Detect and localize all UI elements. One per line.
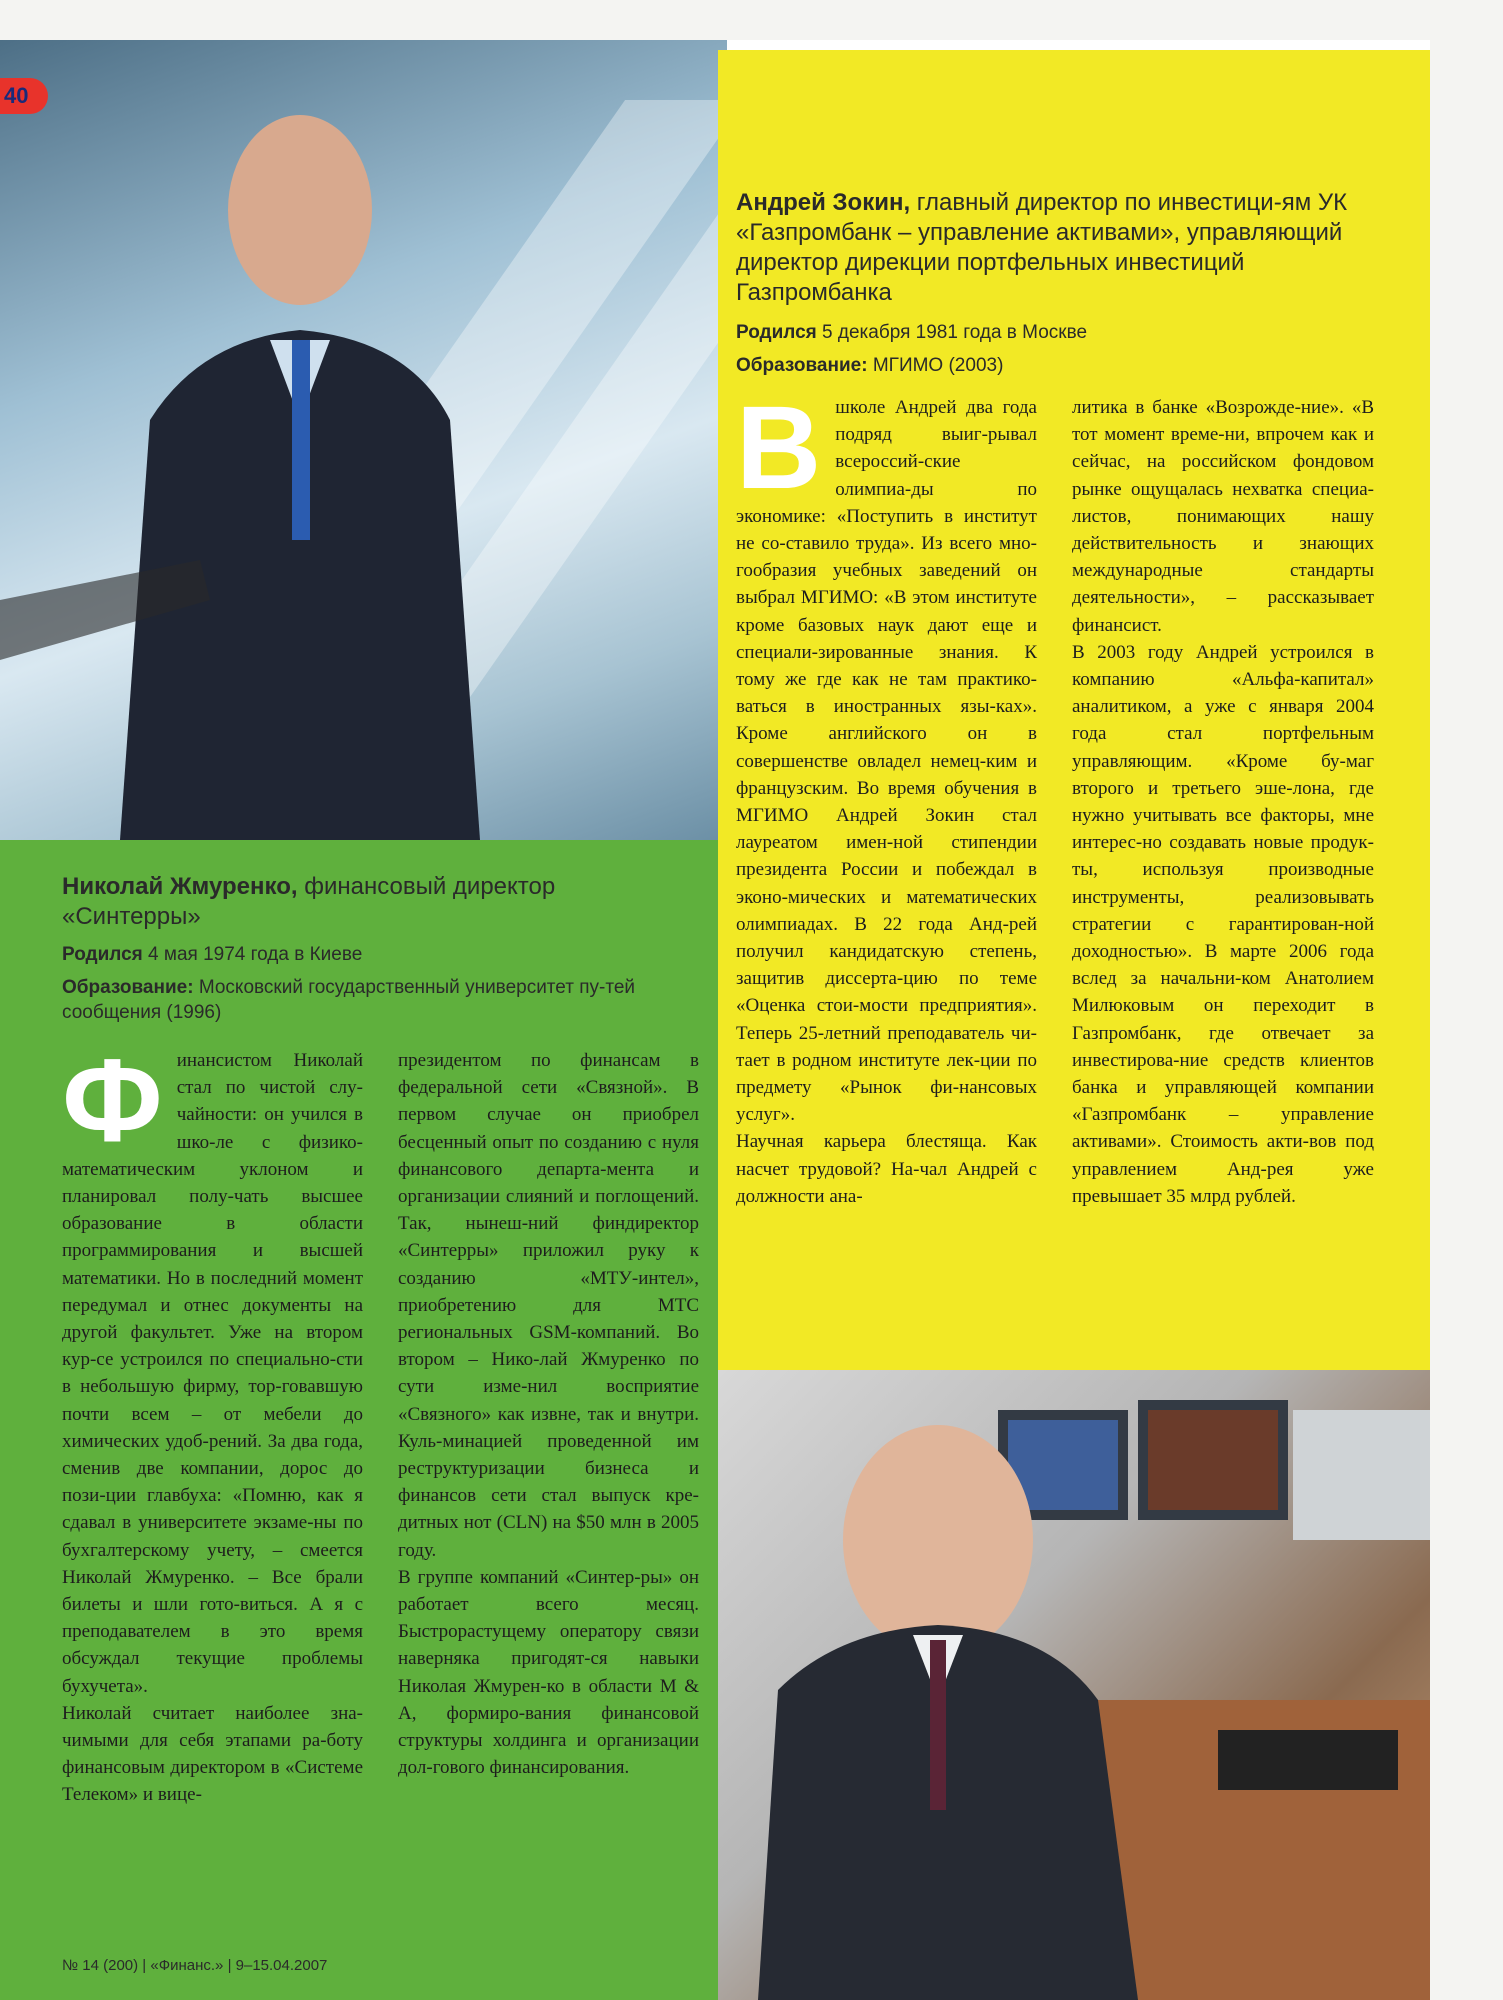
zhmurenko-company: «Синтерры»	[62, 903, 201, 930]
zokin-column-2	[1072, 394, 1374, 1210]
zokin-column-1	[736, 382, 1037, 1210]
zhmurenko-education: Образование: Московский государственный университет пу-тей сообщения (1996)	[62, 977, 635, 1023]
zhmurenko-name: Николай Жмуренко,	[62, 873, 298, 900]
zokin-born: Родился 5 декабря 1981 года в Москве	[736, 322, 1088, 343]
zokin-col1-paragraph-1: школе Андрей два года подряд выиг-рывал всероссий-ские олимпиа-ды по экономике: «Поступить в институт не со-ставило труда». Из всего мно-гообразия учебных заведений он выбрал МГИМО: «В этом институте кроме базовых наук дают еще и специали-зированные знания. К тому же где как не там практико-ваться в иностранных язы-ках». Кроме английского он в совершенстве овладел немец-ким и французским. Во время обучения в МГИМО Андрей Зокин стал лауреатом имен-ной стипендии президента России и побеждал в эконо-мических и математических олимпиадах. В 22 года Анд-рей получил кандидатскую степень, защитив диссерта-цию по теме «Оценка стои-мости предприятия». Теперь 25-летний преподаватель чи-тает в родном институте лек-ции по предмету «Рынок фи-нансовых услуг».	[736, 397, 1037, 1126]
zhmurenko-col2-paragraph-2: В группе компаний «Синтер-ры» он работает всего месяц. Быстрорастущему оператору связи наверняка пригодят-ся навыки Николая Жмурен-ко в области M & A, формиро-вания финансовой структуры холдинга и организации дол-гового финансирования.	[398, 1566, 699, 1779]
zokin-photo	[718, 1370, 1430, 2000]
person-silhouette-icon	[0, 40, 727, 840]
zhmurenko-column-2	[398, 1047, 699, 1781]
zhmurenko-drop-cap: Ф	[62, 1035, 163, 1167]
zhmurenko-header	[62, 872, 682, 1025]
zokin-title: главный директор по инвестици-ям УК «Газпромбанк – управление активами», управляющий директор дирекции портфельных инвестиций Газпромбанка	[736, 189, 1348, 306]
zokin-col2-paragraph-1: литика в банке «Возрожде-ние». «В тот момент време-ни, впрочем как и сейчас, на российском фондовом рынке ощущалась нехватка специа-листов, понимающих нашу действительность и знающих международные стандарты деятельности», – рассказывает финансист.	[1072, 397, 1374, 636]
zokin-drop-cap: В	[736, 382, 822, 514]
zhmurenko-born: Родился 4 мая 1974 года в Киеве	[62, 944, 363, 965]
zokin-education: Образование: МГИМО (2003)	[736, 355, 1004, 376]
zhmurenko-col1-paragraph-1: инансистом Николай стал по чистой слу-чайности: он учился в шко-ле с физико-математическим уклоном и планировал полу-чать высшее образование в области программирования и высшей математики. Но в последний момент передумал и отнес документы на другой факультет. Уже на втором кур-се устроился по специально-сти в небольшую фирму, тор-говавшую почти всем – от мебели до химических удоб-рений. За два года, сменив две компании, дорос до пози-ции главбуха: «Помню, как я сдавал в университете экзаме-ны по бухгалтерскому учету, – смеется Николай Жмуренко. – Все брали билеты и шли гото-виться. А я с преподавателем в это время обсуждал текущие проблемы бухучета».	[62, 1050, 363, 1697]
zhmurenko-column-1	[62, 1035, 363, 1809]
issue-footer: № 14 (200) | «Финанс.» | 9–15.04.2007	[62, 1957, 328, 1974]
zokin-col1-paragraph-2: Научная карьера блестяща. Как насчет трудовой? На-чал Андрей с должности ана-	[736, 1131, 1037, 1207]
zhmurenko-photo	[0, 40, 727, 840]
zhmurenko-title: финансовый директор	[297, 873, 556, 900]
page-number: 40	[0, 78, 48, 114]
office-desk-illustration-icon	[718, 1370, 1430, 2000]
zokin-header	[736, 188, 1396, 378]
zokin-name: Андрей Зокин,	[736, 189, 911, 216]
zhmurenko-col2-paragraph-1: президентом по финансам в федеральной сети «Связной». В первом случае он приобрел бесценный опыт по созданию с нуля финансового департа-мента и организации слияний и поглощений. Так, нынеш-ний финдиректор «Синтерры» приложил руку к созданию «МТУ-интел», приобретению для МТС региональных GSM-компаний. Во втором – Нико-лай Жмуренко по сути изме-нил восприятие «Связного» как извне, так и внутри. Куль-минацией проведенной им реструктуризации бизнеса и финансов сети стал выпуск кре-дитных нот (CLN) на $50 млн в 2005 году.	[398, 1050, 699, 1561]
zokin-col2-paragraph-2: В 2003 году Андрей устроился в компанию «Альфа-капитал» аналитиком, а уже с января 2004 года стал портфельным управляющим. «Кроме бу-маг второго и третьего эше-лона, где нужно учитывать все факторы, мне интерес-но создавать новые продук-ты, используя производные инструменты, реализовывать стратегии с гарантирован-ной доходностью». В марте 2006 года вслед за начальни-ком Анатолием Милюковым он переходит в Газпромбанк, где отвечает за инвестирова-ние средств клиентов банка и управляющей компании «Газпромбанк – управление активами». Стоимость акти-вов под управлением Анд-рея уже превышает 35 млрд рублей.	[1072, 641, 1374, 1207]
zhmurenko-col1-paragraph-2: Николай считает наиболее зна-чимыми для себя этапами ра-боту финансовым директором в «Системе Телеком» и вице-	[62, 1702, 363, 1806]
